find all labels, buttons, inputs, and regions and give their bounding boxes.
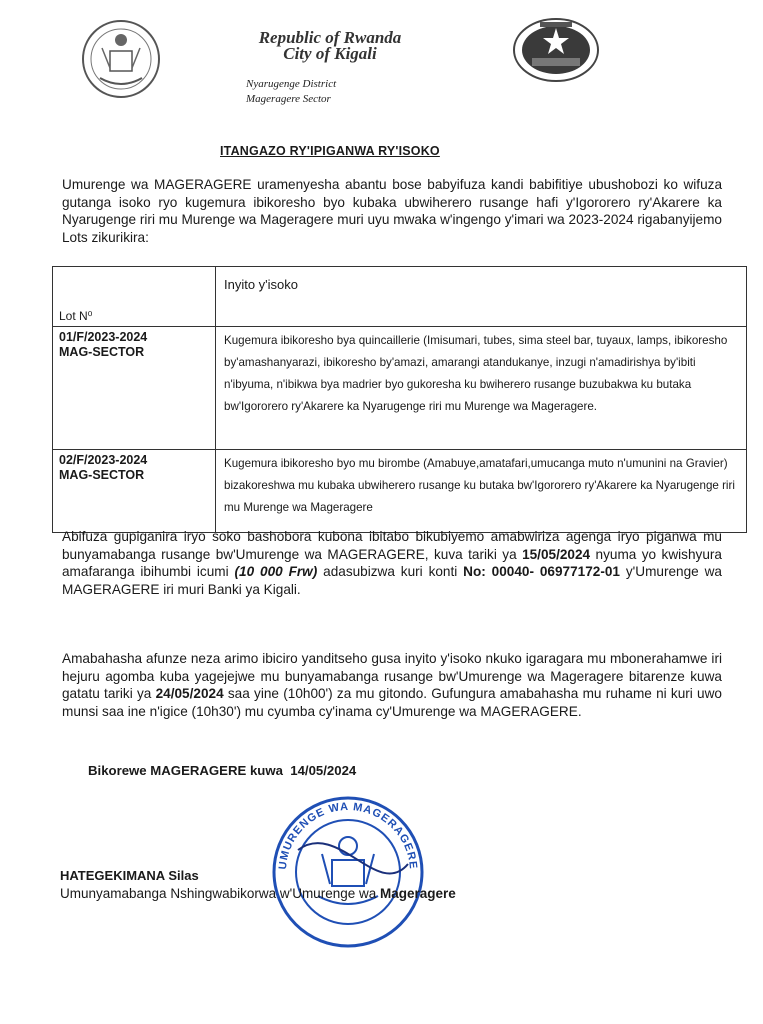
lot-description-cell — [216, 327, 747, 450]
para3-text: saa yine (10h00') za mu gitondo. Gufungura amabahasha mu ruhame ni kuri uwo munsi saa ine n'igice (10h30') mu cyumba cy'inama cy'Umurenge wa MAGERAGERE. — [62, 686, 722, 719]
table-header-row — [53, 267, 747, 327]
para2-text: nyuma yo kwishyura amafaranga ibihumbi icumi — [62, 546, 722, 579]
lot-id-cell — [53, 450, 216, 533]
lot-id-line2: MAG-SECTOR — [59, 468, 145, 482]
signer-title-sector: Mageragere — [379, 886, 456, 901]
deadline-date: 24/05/2024 — [155, 686, 224, 701]
signed-at-label: Bikorewe MAGERAGERE kuwa — [88, 763, 283, 778]
signed-at-line — [88, 763, 356, 778]
header-republic: Republic of Rwanda — [258, 28, 402, 47]
lot-id-line1: 01/F/2023-2024 — [59, 330, 148, 344]
submission-paragraph — [62, 650, 722, 720]
para2-text: y'Umurenge wa MAGERAGERE iri muri Banki ya Kigali. — [62, 564, 722, 597]
lot-number-header: Lot N⁰ — [53, 267, 216, 327]
lot-id-line2: MAG-SECTOR — [59, 345, 145, 359]
signer-title — [60, 886, 456, 901]
rwanda-coat-of-arms-icon — [80, 18, 162, 100]
para2-text: Abifuza gupiganira iryo soko bashobora kubona ibitabo bikubiyemo amabwiriza agenga iryo piganwa mu bunyamabanga rusange bw'Umurenge wa MAGERAGERE, kuva tariki ya — [62, 529, 722, 562]
city-of-kigali-emblem-icon — [510, 14, 602, 84]
para2-text: adasubizwa kuri konti — [317, 564, 464, 579]
lot-description: Kugemura ibikoresho byo mu birombe (Amabuye,amatafari,umucanga muto n'umunini na Gravier) bizakoreshwa mu kubaka ubwiherero rusange ku butaka bw'Igororero ry'Akarere ka Nyarugenge riri mu Murenge wa Mageragere — [224, 457, 735, 514]
header-district: Nyarugenge District — [246, 78, 337, 90]
bank-account: No: 00040- 06977172-01 — [463, 564, 620, 579]
signer-title-text: Umunyamabanga Nshingwabikorwa w'Umurenge wa — [60, 886, 380, 901]
signer-name: HATEGEKIMANA Silas — [60, 868, 199, 883]
lots-table — [52, 266, 747, 533]
table-row — [53, 450, 747, 533]
para3-text: Amabahasha afunze neza arimo ibiciro yanditseho gusa inyito y'isoko nkuko igaragara mu mbonerahamwe iri hejuru agomba kuba yagejejwe mu bunyamabanga rusange bw'Umurenge wa Mageragere bitarenze kuwa gatatu tariki ya — [62, 651, 722, 701]
lot-description-cell — [216, 450, 747, 533]
signed-date: 14/05/2024 — [290, 763, 357, 778]
lot-id-line1: 02/F/2023-2024 — [59, 453, 148, 467]
table-row — [53, 327, 747, 450]
fee-amount: (10 000 Frw) — [234, 564, 318, 579]
bidding-documents-paragraph — [62, 528, 722, 598]
lot-id-cell — [53, 327, 216, 450]
lot-description: Kugemura ibikoresho bya quincaillerie (Imisumari, tubes, sima steel bar, tuyaux, lamps, ibikoresho by'amashanyarazi, ibikoresho by'amazi, amarangi atandukanye, inzugi n'amadirishya by'ibiti n'ibyuma, n'ibikwa bya madrier byo gukoresha ku bwiherero rusange buzubakwa ku butaka bw'Igororero ry'Akarere ka Nyarugenge riri mu Murenge wa Mageragere. — [224, 334, 728, 413]
document-title: ITANGAZO RY'IPIGANWA RY'ISOKO — [220, 144, 440, 158]
seal-text: UMURENGE WA MAGERAGERE — [276, 800, 420, 871]
description-header: Inyito y'isoko — [216, 267, 747, 327]
intro-paragraph: Umurenge wa MAGERAGERE uramenyesha abantu bose babyifuza kandi babifitiye ubushobozi ko wifuza gutanga isoko ryo kugemura ibikoresho byo kubaka ubwiherero rusange hafi y'Igororero ry'Akarere ka Nyarugenge riri mu Murenge wa Mageragere muri uyu mwaka w'ingengo y'imari wa 2023-2024 rigabanyijemo Lots zikurikira: — [62, 177, 722, 245]
header-city: City of Kigali — [283, 44, 377, 63]
header-sector: Mageragere Sector — [246, 93, 331, 105]
official-seal-icon — [268, 780, 428, 960]
start-date: 15/05/2024 — [522, 546, 591, 562]
